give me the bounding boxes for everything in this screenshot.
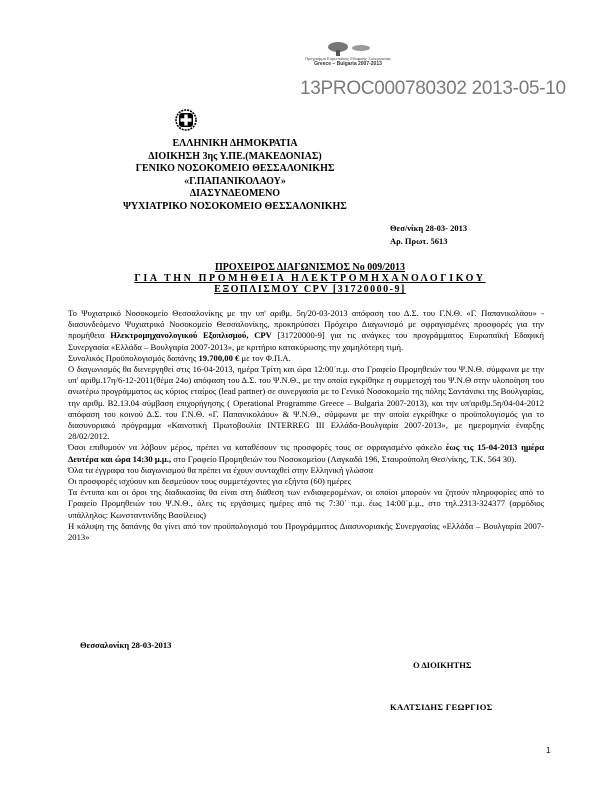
issuer-header [95, 138, 375, 213]
notice-body [68, 308, 544, 543]
paragraph-tender-details: Ο διαγωνισμός θα διενεργηθεί στις 16-04-2013, ημέρα Τρίτη και ώρα 12:00΄π.μ. στο Γραφείο Προμηθειών του Ψ.Ν.Θ. σύμφωνα με την υπ' αριθμ.17η/6-12-2011(θέμα 24ο) απόφαση του Δ.Σ. του Ψ.Ν.Θ., με την οποία εγκρίθηκε η συμμετοχή του Ψ.Ν.Θ στην υλοποίηση του ανωτέρω προγράμματος ως κύριος εταίρος (lead partner) σε συνεργασία με το Γενικό Νοσοκομείο της πόλης Σαντάνσκι της Βουλγαρίας, την αριθμ. B2.13.04 σύμβαση επιχορήγησης ( Operational Programme Greece – Bulgaria 2007-2013), και την υπ'αριθμ.5η/04-04-2012 απόφαση του κοινού Δ.Σ. του Γ.Ν.Θ. «Γ. Παπανικολάου» & Ψ.Ν.Θ., σύμφωνα με την οποία εγκρίθηκε ο προϋπολογισμός για το διασυνοριακό πρόγραμμα «Καινοτική Πρωτοβουλία INTERREG III Ελλάδα-Βουλγαρία 2007-2013», με ημερομηνία έναρξης 28/02/2012. [68, 364, 544, 442]
greek-emblem-icon [175, 109, 197, 131]
logo-line-1: Πρόγραμμα Ευρωπαϊκής Εδαφικής Συνεργασίας [305, 56, 391, 61]
paragraph-budget: Συνολικός Προϋπολογισμός δαπάνης 19.700,00 € με τον Φ.Π.Α. [68, 352, 291, 363]
protocol-number: Αρ. Πρωτ. 5613 [390, 235, 448, 246]
header-line: ΓΕΝΙΚΟ ΝΟΣΟΚΟΜΕΙΟ ΘΕΣΣΑΛΟΝΙΚΗΣ [135, 163, 335, 174]
paragraph-funding: Η κάλυψη της δαπάνης θα γίνει από τον προϋπολογισμό του Προγράμματος Διασυνοριακής Συνεργασίας «Ελλάδα – Βουλγαρία 2007- 2013» [68, 520, 544, 543]
tree-logo-icon [318, 40, 378, 56]
reference-date: Θεσ/νίκη 28-03- 2013 [390, 223, 468, 233]
title-line-1: ΠΡΟΧΕΙΡΟΣ ΔΙΑΓΩΝΙΣΜΟΣ Νο 009/2013 [215, 262, 405, 273]
program-logo [293, 40, 403, 67]
paragraph-language: Όλα τα έγγραφα του διαγωνισμού θα πρέπει να έχουν συνταχθεί στην Ελληνική γλώσσα [68, 464, 374, 475]
title-line-2: ΓΙΑ ΤΗΝ ΠΡΟΜΗΘΕΙΑ ΗΛΕΚΤΡΟΜΗΧΑΝΟΛΟΓΙΚΟΥ [134, 273, 486, 284]
header-line: «Γ.ΠΑΠΑΝΙΚΟΛΑΟΥ» [184, 175, 286, 187]
header-line: ΕΛΛΗΝΙΚΗ ΔΗΜΟΚΡΑΤΙΑ [172, 138, 298, 149]
document-stamp: 13PROC000780302 2013-05-10 [300, 78, 566, 99]
header-line: ΔΙΑΣΥΝΔΕΟΜΕΝΟ [189, 188, 281, 199]
city-date: Θεσσαλονίκη 28-03-2013 [80, 640, 172, 650]
notice-title [70, 262, 550, 295]
paragraph-information: Τα έντυπα και οι όροι της διαδικασίας θα είναι στη διάθεση των ενδιαφερομένων, οι οποίοι μπορούν να ζητούν πληροφορίες από το Γραφείο Προμηθειών του Ψ.Ν.Θ., όλες τις εργάσιμες ημέρες από τις 7:30΄ π.μ. έως 14:00΄μ.μ., στο τηλ.2313-324377 (αρμόδιος υπάλληλος: Κωνσταντινίδης Βασίλειος) [68, 487, 544, 520]
paragraph-validity: Οι προσφορές ισχύουν και δεσμεύουν τους συμμετέχοντες για εξήντα (60) ημέρες [68, 476, 352, 487]
logo-line-2: Greece – Bulgaria 2007-2013 [314, 61, 382, 67]
signer-name: ΚΑΛΤΣΙΔΗΣ ΓΕΩΡΓΙΟΣ [390, 702, 493, 712]
director-title: Ο ΔΙΟΙΚΗΤΗΣ [413, 660, 472, 670]
header-line: ΔΙΟΙΚΗΣΗ 3ης Υ.ΠΕ.(ΜΑΚΕΔΟΝΙΑΣ) [148, 150, 322, 162]
paragraph-submission: Όσοι επιθυμούν να λάβουν μέρος, πρέπει να καταθέσουν τις προσφορές τους σε σφραγισμένο φάκελο έως τις 15-04-2013 ημέρα Δευτέρα και ώρα 14:30 μ.μ., στο Γραφείο Προμηθειών του Νοσοκομείου (Λαγκαδά 196, Σταυρούπολη Θεσ/νίκης, Τ.Κ. 564 30). [68, 442, 544, 464]
paragraph-announcement: Το Ψυχιατρικό Νοσοκομείο Θεσσαλονίκης με την υπ' αριθμ. 5η/20-03-2013 απόφαση του Δ.Σ. του Γ.Ν.Θ. «Γ. Παπανικολάου» - διασυνδεόμενο Ψυχιατρικό Νοσοκομείο Θεσσαλονίκης, προκηρύσσει Πρόχειρο Διαγωνισμό με σφραγισμένες προσφορές για την προμήθεια Ηλεκτρομηχανολογικού Εξοπλισμού, CPV [31720000-9] για τις ανάγκες του προγράμματος Ευρωπαϊκή Εδαφική Συνεργασία «Ελλάδα – Βουλγαρία 2007-2013», με κριτήριο κατακύρωσης την χαμηλότερη τιμή. [68, 308, 544, 352]
reference-block [390, 222, 467, 247]
title-line-3: ΕΞΟΠΛΙΣΜΟΥ CPV [31720000-9] [214, 284, 406, 295]
header-line: ΨΥΧΙΑΤΡΙΚΟ ΝΟΣΟΚΟΜΕΙΟ ΘΕΣΣΑΛΟΝΙΚΗΣ [123, 200, 347, 212]
page-number: 1 [546, 746, 551, 755]
